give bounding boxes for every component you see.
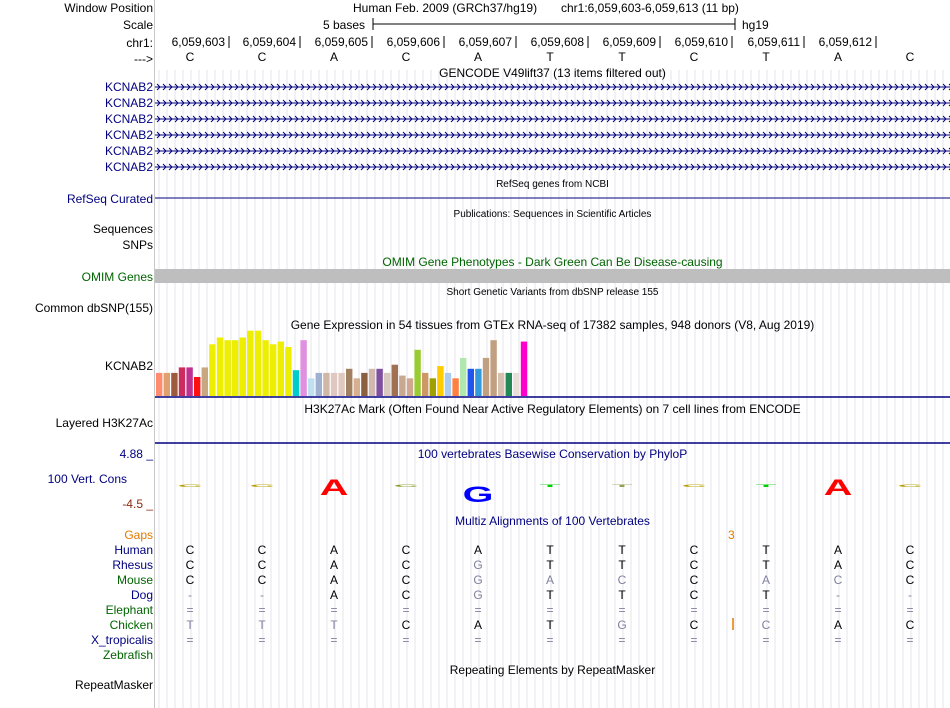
gtex-bar: [490, 340, 496, 396]
gtex-bar: [513, 373, 519, 396]
alignment-base: C: [833, 573, 843, 587]
reference-base: A: [473, 50, 482, 64]
coordinate-label: 6,059,606: [386, 35, 440, 49]
gtex-bar: [506, 373, 512, 396]
gtex-bar: [232, 340, 238, 396]
coordinate-label: 6,059,609: [602, 35, 656, 49]
alignment-base: =: [690, 603, 698, 617]
alignment-base: =: [546, 633, 554, 647]
refseq-title: RefSeq genes from NCBI: [496, 179, 609, 190]
alignment-base: C: [401, 573, 411, 587]
window-position-label: Window Position: [64, 1, 153, 15]
species-human[interactable]: Human: [114, 543, 153, 557]
position-range: chr1:6,059,603-6,059,613 (11 bp): [561, 1, 739, 15]
gtex-bar: [384, 373, 390, 396]
alignment-base: -: [260, 588, 264, 602]
gtex-bar: [262, 340, 268, 396]
chrom-label: chr1:: [126, 36, 153, 50]
h3k27ac-title: H3K27Ac Mark (Often Found Near Active Regulatory Elements) on 7 cell lines from ENCODE: [304, 402, 801, 416]
alignment-base: =: [906, 603, 914, 617]
gtex-bar: [217, 338, 223, 397]
gtex-bar: [255, 331, 261, 396]
alignment-base: =: [762, 603, 770, 617]
alignment-base: C: [185, 543, 195, 557]
strand-label: --->: [134, 52, 153, 66]
gtex-bar: [202, 367, 208, 396]
alignment-base: =: [330, 633, 338, 647]
reference-base: A: [833, 50, 842, 64]
publications-title: Publications: Sequences in Scientific Articles: [453, 209, 652, 220]
alignment-base: C: [905, 618, 915, 632]
alignment-base: =: [906, 633, 914, 647]
gtex-bar: [460, 358, 466, 396]
cons-max-label: 4.88 _: [119, 447, 153, 461]
reference-base: T: [762, 50, 770, 64]
gtex-bar: [483, 358, 489, 396]
gtex-bar: [186, 367, 192, 396]
alignment-base: C: [401, 543, 411, 557]
gtex-bar: [247, 331, 253, 396]
gtex-bar: [171, 373, 177, 396]
alignment-base: A: [473, 618, 482, 632]
gtex-bar: [498, 373, 504, 396]
alignment-base: A: [833, 558, 842, 572]
gtex-bar: [278, 342, 284, 396]
alignment-base: C: [185, 558, 195, 572]
gtex-bar: [407, 378, 413, 396]
alignment-base: T: [258, 618, 266, 632]
omim-title: OMIM Gene Phenotypes - Dark Green Can Be Disease-causing: [382, 255, 723, 269]
gtex-bar: [285, 347, 291, 396]
alignment-base: T: [186, 618, 194, 632]
gtex-bar: [316, 373, 322, 396]
alignment-base: C: [257, 573, 267, 587]
alignment-base: =: [474, 633, 482, 647]
species-elephant[interactable]: Elephant: [105, 603, 153, 617]
gtex-bar: [179, 367, 185, 396]
alignment-base: A: [761, 573, 770, 587]
gtex-bar: [369, 369, 375, 396]
dbsnp-title: Short Genetic Variants from dbSNP release 155: [446, 287, 659, 298]
alignment-base: =: [258, 603, 266, 617]
alignment-base: C: [905, 558, 915, 572]
phylop-logo-letter: T: [539, 483, 561, 489]
gtex-bar: [346, 369, 352, 396]
alignment-base: C: [689, 543, 699, 557]
reference-base: C: [689, 50, 699, 64]
gtex-bar: [156, 373, 162, 396]
alignment-base: G: [473, 573, 483, 587]
alignment-base: =: [258, 633, 266, 647]
alignment-base: T: [762, 558, 770, 572]
alignment-base: A: [329, 588, 338, 602]
repeatmasker-title: Repeating Elements by RepeatMasker: [449, 663, 656, 677]
alignment-base: T: [618, 543, 626, 557]
alignment-base: T: [546, 618, 554, 632]
alignment-base: C: [905, 573, 915, 587]
alignment-base: A: [833, 543, 842, 557]
alignment-base: =: [474, 603, 482, 617]
alignment-base: A: [473, 543, 482, 557]
h3k27ac-track-label[interactable]: Layered H3K27Ac: [55, 416, 153, 430]
gtex-bar: [399, 376, 405, 396]
alignment-base: =: [690, 633, 698, 647]
gtex-bar: [224, 340, 230, 396]
gtex-bar: [338, 373, 344, 396]
alignment-base: G: [617, 618, 627, 632]
alignment-base: T: [762, 543, 770, 557]
gencode-track-kcnab2[interactable]: KCNAB2: [104, 96, 153, 110]
alignment-base: =: [186, 633, 194, 647]
species-mouse[interactable]: Mouse: [116, 573, 153, 587]
species-dog[interactable]: Dog: [130, 588, 153, 602]
alignment-base: C: [905, 543, 915, 557]
alignment-base: T: [546, 543, 554, 557]
alignment-base: T: [762, 588, 770, 602]
gtex-bar: [270, 344, 276, 396]
scale-text: 5 bases: [323, 18, 366, 32]
gtex-bar: [194, 377, 200, 396]
gencode-track-kcnab2[interactable]: KCNAB2: [104, 112, 153, 126]
alignment-base: -: [908, 588, 912, 602]
repeatmasker-track-label[interactable]: RepeatMasker: [74, 678, 153, 692]
species-rhesus[interactable]: Rhesus: [112, 558, 153, 572]
multiz-title: Multiz Alignments of 100 Vertebrates: [455, 514, 650, 528]
snps-track-label[interactable]: SNPs: [122, 238, 153, 252]
phylop-logo-letter: A: [319, 475, 349, 500]
gtex-bar: [376, 369, 382, 396]
alignment-base: A: [833, 618, 842, 632]
gtex-bar: [452, 378, 458, 396]
alignment-base: =: [402, 633, 410, 647]
gtex-bar: [437, 366, 443, 396]
gtex-bar: [354, 378, 360, 396]
reference-base: C: [185, 50, 195, 64]
coordinate-label: 6,059,611: [747, 35, 800, 49]
coordinate-label: 6,059,607: [458, 35, 512, 49]
alignment-base: =: [618, 633, 626, 647]
gtex-bar: [209, 344, 215, 396]
gtex-bar: [392, 365, 398, 396]
alignment-base: T: [330, 618, 338, 632]
sequences-track-label[interactable]: Sequences: [92, 222, 153, 236]
coordinate-label: 6,059,612: [818, 35, 872, 49]
alignment-base: C: [185, 573, 195, 587]
gtex-bar: [323, 373, 329, 396]
alignment-base: A: [329, 573, 338, 587]
alignment-base: C: [617, 573, 627, 587]
gtex-gene-label[interactable]: KCNAB2: [104, 359, 153, 373]
coordinate-label: 6,059,605: [314, 35, 368, 49]
phylop-logo-letter: T: [755, 483, 777, 489]
gtex-bar: [308, 378, 314, 396]
gtex-bar: [422, 373, 428, 396]
alignment-base: -: [836, 588, 840, 602]
phylop-logo-letter: C: [393, 483, 419, 489]
gencode-title: GENCODE V49lift37 (13 items filtered out): [439, 66, 666, 80]
coordinate-label: 6,059,608: [530, 35, 584, 49]
species-zebrafish[interactable]: Zebrafish: [102, 648, 153, 662]
assembly-name: Human Feb. 2009 (GRCh37/hg19): [353, 1, 538, 15]
alignment-base: =: [834, 603, 842, 617]
alignment-base: T: [618, 588, 626, 602]
dbsnp-track-label[interactable]: Common dbSNP(155): [34, 301, 153, 315]
alignment-base: C: [761, 618, 771, 632]
gtex-bar: [361, 373, 367, 396]
alignment-base: =: [546, 603, 554, 617]
gap-count: 3: [728, 528, 735, 542]
reference-base: C: [401, 50, 411, 64]
alignment-base: =: [834, 633, 842, 647]
alignment-base: C: [257, 543, 267, 557]
reference-base: T: [546, 50, 554, 64]
reference-base: A: [329, 50, 338, 64]
label-divider: [154, 0, 155, 708]
alignment-base: =: [618, 603, 626, 617]
gtex-bar: [414, 350, 420, 396]
gtex-bar: [164, 373, 170, 396]
omim-bar: [155, 269, 950, 283]
alignment-base: T: [618, 558, 626, 572]
coordinate-label: 6,059,610: [674, 35, 728, 49]
cons-min-label: -4.5 _: [122, 497, 153, 511]
gtex-bar: [293, 370, 299, 396]
alignment-base: T: [546, 558, 554, 572]
gencode-track-kcnab2[interactable]: KCNAB2: [104, 160, 153, 174]
species-chicken[interactable]: Chicken: [109, 618, 153, 632]
gtex-bar: [475, 369, 481, 396]
phylop-logo-letter: C: [249, 483, 275, 489]
phylop-logo-letter: A: [823, 475, 853, 500]
gtex-title: Gene Expression in 54 tissues from GTEx RNA-seq of 17382 samples, 948 donors (V8, Aug 2019): [290, 318, 815, 332]
omim-track-label[interactable]: OMIM Genes: [81, 270, 153, 284]
alignment-base: =: [762, 633, 770, 647]
phylop-logo-letter: T: [611, 483, 633, 489]
scale-label: Scale: [122, 18, 153, 32]
phylop-logo-letter: C: [177, 483, 203, 489]
alignment-base: G: [473, 558, 483, 572]
reference-base: C: [257, 50, 267, 64]
gtex-bar: [445, 373, 451, 396]
refseq-track-label[interactable]: RefSeq Curated: [66, 192, 153, 206]
alignment-base: C: [257, 558, 267, 572]
reference-base: T: [618, 50, 626, 64]
alignment-base: -: [188, 588, 192, 602]
alignment-base: C: [689, 573, 699, 587]
gtex-bar: [430, 378, 436, 396]
cons-track-label[interactable]: 100 Vert. Cons: [47, 472, 127, 486]
alignment-base: =: [330, 603, 338, 617]
alignment-base: C: [689, 588, 699, 602]
phylop-title: 100 vertebrates Basewise Conservation by PhyloP: [417, 447, 688, 461]
gtex-bar: [331, 373, 337, 396]
gtex-bar: [521, 342, 527, 396]
alignment-base: A: [545, 573, 554, 587]
alignment-base: A: [329, 558, 338, 572]
phylop-logo-letter: C: [897, 483, 923, 489]
alignment-base: =: [402, 603, 410, 617]
gtex-bar: [300, 340, 306, 396]
gaps-label: Gaps: [124, 528, 153, 542]
gencode-track-kcnab2[interactable]: KCNAB2: [104, 144, 153, 158]
species-x-tropicalis[interactable]: X_tropicalis: [90, 633, 153, 647]
db-name: hg19: [742, 18, 769, 32]
alignment-base: T: [546, 588, 554, 602]
reference-base: C: [905, 50, 915, 64]
gtex-bar: [240, 338, 246, 397]
coordinate-label: 6,059,603: [171, 35, 225, 49]
alignment-base: C: [401, 618, 411, 632]
alignment-base: C: [401, 558, 411, 572]
phylop-logo-letter: G: [462, 482, 494, 507]
gencode-track-kcnab2[interactable]: KCNAB2: [104, 128, 153, 142]
gtex-bar: [468, 369, 474, 396]
alignment-base: =: [186, 603, 194, 617]
coordinate-label: 6,059,604: [242, 35, 296, 49]
gencode-track-kcnab2[interactable]: KCNAB2: [104, 80, 153, 94]
alignment-base: C: [689, 558, 699, 572]
alignment-base: C: [689, 618, 699, 632]
alignment-base: A: [329, 543, 338, 557]
alignment-base: C: [401, 588, 411, 602]
alignment-base: G: [473, 588, 483, 602]
phylop-logo-letter: C: [681, 483, 707, 489]
